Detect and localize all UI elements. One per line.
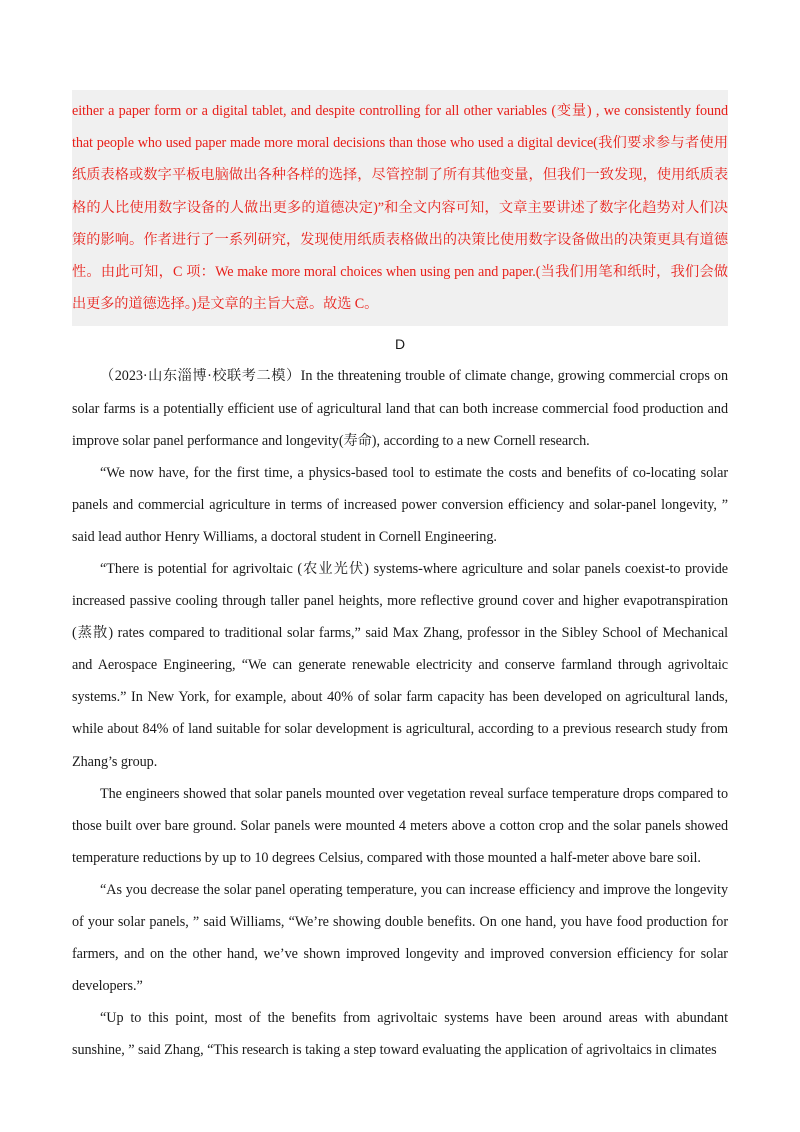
passage-paragraph: “Up to this point, most of the benefits from agrivoltaic systems have been around areas with abundant sunshine, ” said Zhang, “This research is taking a step toward evaluating the application of agrivoltaics in climates	[72, 1010, 728, 1059]
passage-paragraph: “As you decrease the solar panel operating temperature, you can increase efficiency and improve the longevity of your solar panels, ” said Williams, “We’re showing double benefits. On one hand, you have food production for farmers, and on the other hand, we’ve shown improved longevity and improved conversion efficiency for solar developers.”	[72, 881, 728, 995]
section-heading: D	[394, 336, 406, 353]
answer-line: 格的人比使用数字设备的人做出更多的道德决定)”和全文内容可知，文章主要讲述了数字化趋势对人们决	[72, 199, 728, 216]
answer-line: that people who used paper made more moral decisions than those who used a digital device(我们要求参与者使用	[72, 135, 728, 152]
document-page	[72, 90, 728, 1066]
reading-passage	[72, 360, 728, 1066]
answer-line: 纸质表格或数字平板电脑做出各种各样的选择，尽管控制了所有其他变量，但我们一致发现，使用纸质表	[72, 167, 728, 184]
answer-explanation-box	[72, 90, 728, 326]
answer-line: 出更多的道德选择。)是文章的主旨大意。故选 C。	[72, 296, 379, 313]
passage-paragraph: “There is potential for agrivoltaic (农业光伏) systems-where agriculture and solar panels coexist-to provide increased passive cooling through taller panel heights, more reflective ground cover and higher evapotranspiration (蒸散) rates compared to traditional solar farms,” said Max Zhang, professor in the Sibley School of Mechanical and Aerospace Engineering, “We can generate renewable electricity and conserve farmland through agrivoltaic systems.” In New York, for example, about 40% of solar farm capacity has been developed on agricultural lands, while about 84% of land suitable for solar development is agricultural, according to a previous research study from Zhang’s group.	[72, 560, 728, 770]
answer-line: 策的影响。作者进行了一系列研究，发现使用纸质表格做出的决策比使用数字设备做出的决策更具有道德	[72, 231, 728, 248]
answer-line: 性。由此可知，C 项：We make more moral choices when using pen and paper.(当我们用笔和纸时，我们会做	[72, 264, 728, 281]
passage-paragraph: The engineers showed that solar panels mounted over vegetation reveal surface temperature drops compared to those built over bare ground. Solar panels were mounted 4 meters above a cotton crop and the solar panels showed temperature reductions by up to 10 degrees Celsius, compared with those mounted a half-meter above bare soil.	[72, 785, 728, 866]
answer-line: either a paper form or a digital tablet, and despite controlling for all other variables (变量) , we consistently found	[72, 103, 728, 119]
passage-paragraph: “We now have, for the first time, a physics-based tool to estimate the costs and benefits of co-locating solar panels and commercial agriculture in terms of increased power conversion efficiency and solar-panel longevity, ” said lead author Henry Williams, a doctoral student in Cornell Engineering.	[72, 464, 728, 545]
passage-paragraph: （2023·山东淄博·校联考二模）In the threatening trouble of climate change, growing commercial crops on solar farms is a potentially efficient use of agricultural land that can both increase commercial food production and improve solar panel performance and longevity(寿命), according to a new Cornell research.	[72, 368, 728, 449]
